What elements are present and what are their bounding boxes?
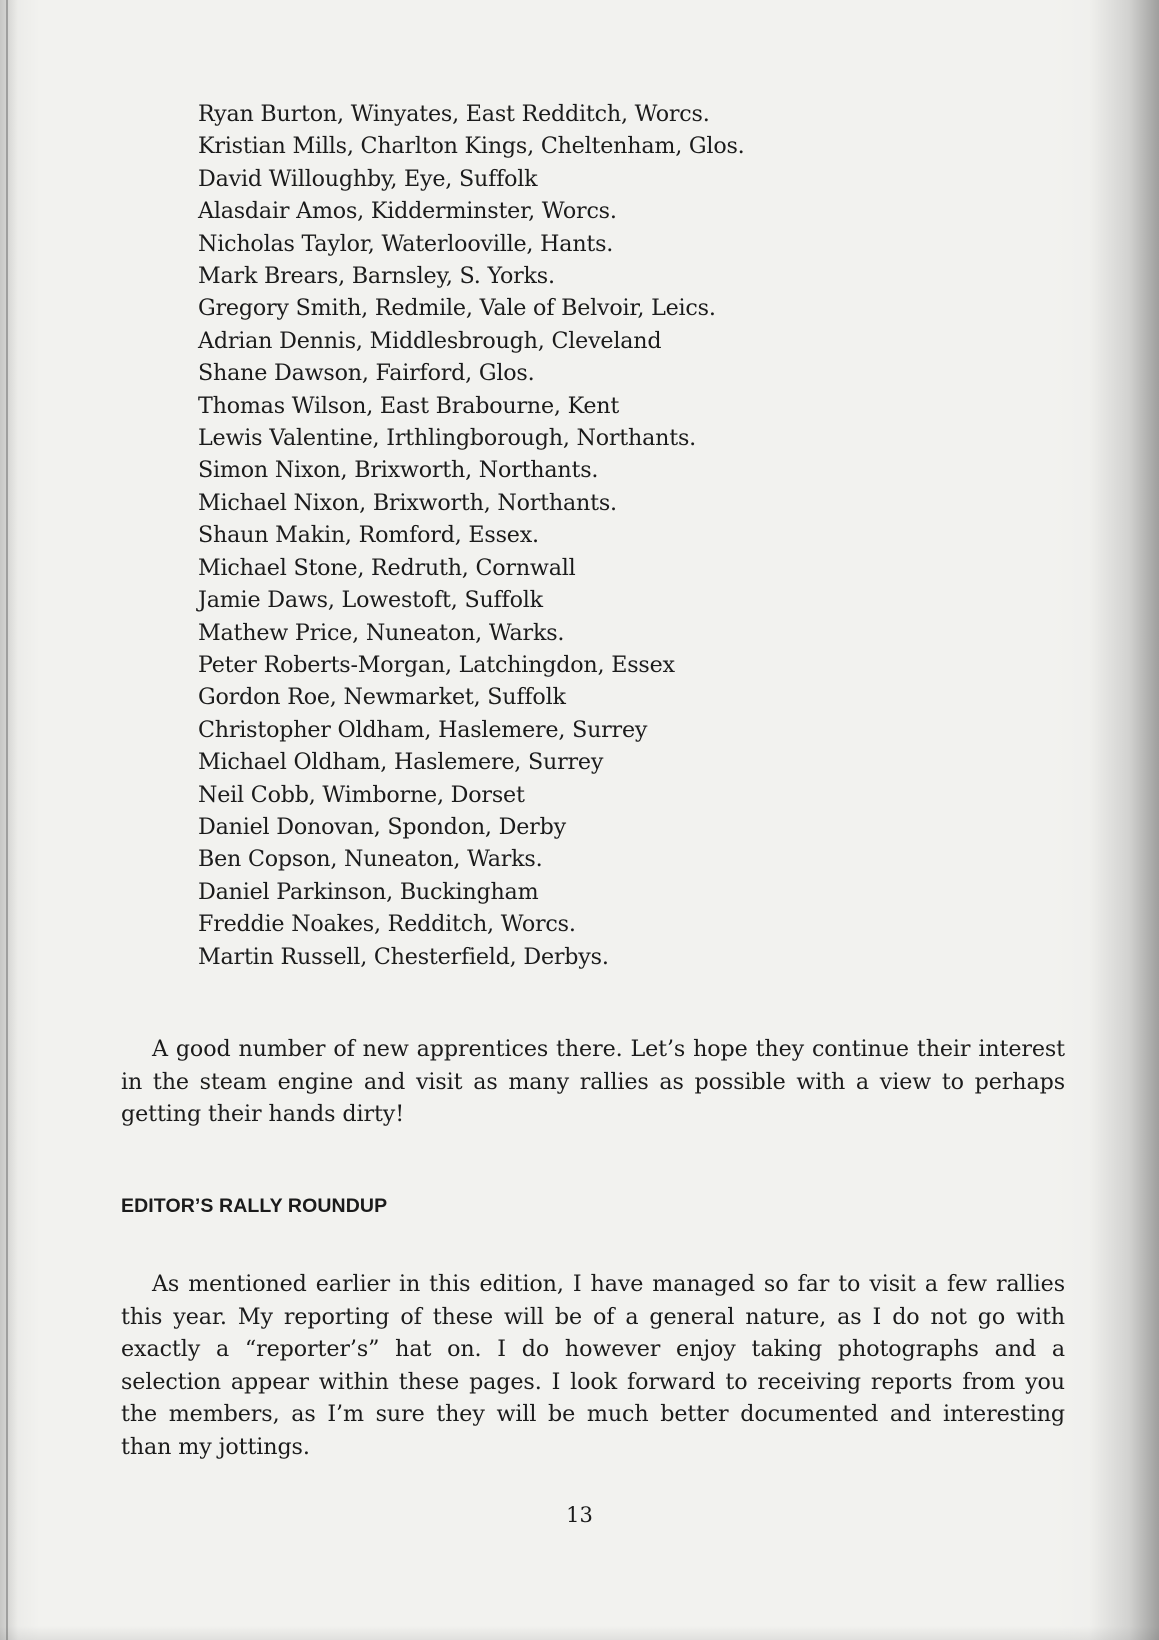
list-item: Jamie Daws, Lowestoft, Suffolk xyxy=(198,587,543,614)
list-item: Nicholas Taylor, Waterlooville, Hants. xyxy=(198,230,614,257)
list-item: Adrian Dennis, Middlesbrough, Cleveland xyxy=(198,327,662,354)
list-item: Ryan Burton, Winyates, East Redditch, Worcs. xyxy=(198,101,710,127)
page-binding-edge xyxy=(6,0,8,1640)
list-item: Daniel Donovan, Spondon, Derby xyxy=(198,813,566,840)
list-item: Christopher Oldham, Haslemere, Surrey xyxy=(198,716,648,743)
closing-paragraph: A good number of new apprentices there. Let’s hope they continue their interest in the steam engine and visit as many rallies as possible with a view to perhaps getting their hands dirty! xyxy=(121,1036,1065,1128)
list-item: Alasdair Amos, Kidderminster, Worcs. xyxy=(198,198,617,225)
list-item: Gordon Roe, Newmarket, Suffolk xyxy=(198,684,566,711)
list-item: David Willoughby, Eye, Suffolk xyxy=(198,165,538,192)
list-item: Kristian Mills, Charlton Kings, Cheltenham, Glos. xyxy=(198,133,745,160)
list-item: Simon Nixon, Brixworth, Northants. xyxy=(198,457,599,484)
list-item: Martin Russell, Chesterfield, Derbys. xyxy=(198,943,609,970)
list-item: Mathew Price, Nuneaton, Warks. xyxy=(198,619,565,646)
list-item: Shane Dawson, Fairford, Glos. xyxy=(198,360,535,387)
list-item: Shaun Makin, Romford, Essex. xyxy=(198,522,539,549)
list-item: Michael Nixon, Brixworth, Northants. xyxy=(198,489,617,516)
list-item: Michael Stone, Redruth, Cornwall xyxy=(198,554,576,581)
list-item: Michael Oldham, Haslemere, Surrey xyxy=(198,749,604,776)
list-item: Gregory Smith, Redmile, Vale of Belvoir, Leics. xyxy=(198,295,716,322)
list-item: Ben Copson, Nuneaton, Warks. xyxy=(198,846,543,873)
list-item: Neil Cobb, Wimborne, Dorset xyxy=(198,781,525,808)
section-heading: EDITOR’S RALLY ROUNDUP xyxy=(121,1195,388,1217)
list-item: Thomas Wilson, East Brabourne, Kent xyxy=(198,392,620,419)
list-item: Freddie Noakes, Redditch, Worcs. xyxy=(198,911,576,938)
list-item: Lewis Valentine, Irthlingborough, Northants. xyxy=(198,425,696,452)
page-number: 13 xyxy=(566,1503,593,1527)
list-item: Daniel Parkinson, Buckingham xyxy=(198,878,539,905)
list-item: Peter Roberts-Morgan, Latchingdon, Essex xyxy=(198,651,675,678)
apprentice-names-list xyxy=(198,98,745,973)
section-paragraph: As mentioned earlier in this edition, I have managed so far to visit a few rallies this year. My reporting of these will be of a general nature, as I do not go with exactly a “reporter’s” hat on. I do however enjoy taking photographs and a selection appear within these pages. I look forward to receiving reports from you the members, as I’m sure they will be much better documented and interesting than my jottings. xyxy=(121,1271,1065,1460)
list-item: Mark Brears, Barnsley, S. Yorks. xyxy=(198,263,555,290)
